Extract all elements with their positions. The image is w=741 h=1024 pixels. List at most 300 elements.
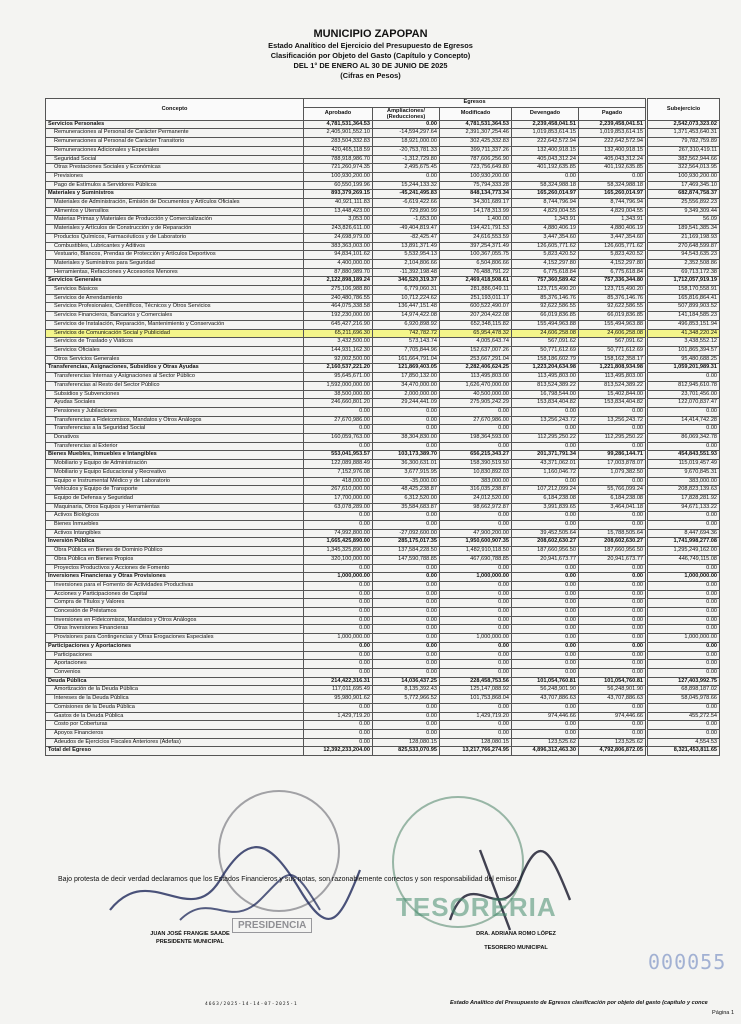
accrued-cell: 222,642,572.94 — [512, 138, 579, 147]
paid-cell: 5,823,420.52 — [579, 251, 646, 260]
page-number: Página 1 — [712, 1010, 735, 1016]
paid-cell: 165,260,014.97 — [579, 190, 646, 199]
adjustment-cell: 5,532,954.13 — [373, 251, 440, 260]
approved-cell: 74,992,800.00 — [304, 529, 373, 538]
concept-row — [46, 338, 720, 347]
modified-cell: 383,000.00 — [440, 477, 512, 486]
report-header — [0, 28, 741, 81]
underexercise-cell: 8,447,694.36 — [648, 529, 720, 538]
paid-cell: 85,376,146.76 — [579, 294, 646, 303]
adjustment-cell: 14,974,422.08 — [373, 312, 440, 321]
accrued-cell: 405,043,312.24 — [512, 155, 579, 164]
concept-label: Intereses de la Deuda Pública — [46, 695, 304, 704]
paid-cell: 0.00 — [579, 660, 646, 669]
concept-label: Transferencias a la Seguridad Social — [46, 425, 304, 434]
modified-cell: 0.00 — [440, 521, 512, 530]
underexercise-cell: 455,272.54 — [648, 712, 720, 721]
accrued-cell: 85,376,146.76 — [512, 294, 579, 303]
concept-row — [46, 390, 720, 399]
approved-cell: 1,000,000.00 — [304, 573, 373, 582]
modified-cell: 113,495,803.00 — [440, 373, 512, 382]
adjustment-cell: 147,590,788.85 — [373, 555, 440, 564]
underexercise-cell: 2,352,508.86 — [648, 259, 720, 268]
underexercise-cell: 94,671,133.22 — [648, 503, 720, 512]
concept-label: Amortización de la Deuda Pública — [46, 686, 304, 695]
modified-cell: 158,390,519.50 — [440, 460, 512, 469]
concept-label: Transferencias Internas y Asignaciones al Sector Público — [46, 373, 304, 382]
approved-cell: 0.00 — [304, 521, 373, 530]
concept-row — [46, 729, 720, 738]
underexercise-cell: 1,371,453,640.31 — [648, 129, 720, 138]
approved-cell: 788,918,986.70 — [304, 155, 373, 164]
modified-cell: 228,458,753.56 — [440, 677, 512, 686]
accrued-cell: 112,295,250.22 — [512, 434, 579, 443]
adjustment-cell: -1,653.00 — [373, 216, 440, 225]
adjustment-cell: -35,000.00 — [373, 477, 440, 486]
underexercise-cell: 56.09 — [648, 216, 720, 225]
underexercise-cell: 1,059,201,989.31 — [648, 364, 720, 373]
header-modificado: Modificado — [440, 107, 512, 120]
adjustment-cell: 0.00 — [373, 625, 440, 634]
approved-cell: 283,504,332.83 — [304, 138, 373, 147]
approved-cell: 65,211,696.30 — [304, 329, 373, 338]
concept-label: Convenios — [46, 669, 304, 678]
approved-cell: 13,448,423.00 — [304, 207, 373, 216]
adjustment-cell: 29,244,441.09 — [373, 399, 440, 408]
accrued-cell: 0.00 — [512, 651, 579, 660]
accrued-cell: 158,186,602.79 — [512, 355, 579, 364]
accrued-cell: 1,019,853,614.15 — [512, 129, 579, 138]
paid-cell: 101,054,760.81 — [579, 677, 646, 686]
modified-cell: 14,178,313.99 — [440, 207, 512, 216]
paid-cell: 1,079,382.50 — [579, 468, 646, 477]
paid-cell: 6,775,618.84 — [579, 268, 646, 277]
modified-cell: 2,469,418,508.61 — [440, 277, 512, 286]
accrued-cell: 13,256,243.72 — [512, 416, 579, 425]
concept-label: Adeudos de Ejercicios Fiscales Anteriores (Adefas) — [46, 738, 304, 747]
paid-cell: 0.00 — [579, 581, 646, 590]
underexercise-cell: 25,556,892.23 — [648, 199, 720, 208]
paid-cell: 0.00 — [579, 521, 646, 530]
concept-row — [46, 242, 720, 251]
concept-label: Obra Pública en Bienes de Dominio Público — [46, 547, 304, 556]
concept-row — [46, 669, 720, 678]
concept-label: Otras Prestaciones Sociales y Económicas — [46, 164, 304, 173]
adjustment-cell: 38,304,830.00 — [373, 434, 440, 443]
modified-cell: 0.00 — [440, 651, 512, 660]
underexercise-cell: 0.00 — [648, 442, 720, 451]
paid-cell: 4,152,297.80 — [579, 259, 646, 268]
adjustment-cell: 0.00 — [373, 407, 440, 416]
concept-label: Ayudas Sociales — [46, 399, 304, 408]
president-signature-block — [120, 930, 260, 946]
modified-cell: 27,670,986.00 — [440, 416, 512, 425]
modified-cell: 848,134,773.34 — [440, 190, 512, 199]
modified-cell: 1,400.00 — [440, 216, 512, 225]
concept-row — [46, 199, 720, 208]
paid-cell: 0.00 — [579, 407, 646, 416]
adjustment-cell: 0.00 — [373, 608, 440, 617]
accrued-cell: 165,260,014.97 — [512, 190, 579, 199]
budget-table-body — [46, 120, 720, 755]
paid-cell: 974,446.66 — [579, 712, 646, 721]
adjustment-cell: 285,175,017.35 — [373, 538, 440, 547]
modified-cell: 198,364,593.00 — [440, 434, 512, 443]
report-subtitle-1: Estado Analítico del Ejercicio del Presupuesto de Egresos — [268, 41, 473, 50]
paid-cell: 0.00 — [579, 425, 646, 434]
underexercise-cell: 23,701,456.00 — [648, 390, 720, 399]
underexercise-cell: 95,480,688.25 — [648, 355, 720, 364]
modified-cell: 1,000,000.00 — [440, 573, 512, 582]
underexercise-cell: 68,898,187.02 — [648, 686, 720, 695]
concept-row — [46, 608, 720, 617]
adjustment-cell: 13,891,371.49 — [373, 242, 440, 251]
concept-label: Obra Pública en Bienes Propios — [46, 555, 304, 564]
underexercise-cell: 122,070,837.47 — [648, 399, 720, 408]
header-subejercicio: Subejercicio — [648, 99, 720, 121]
adjustment-cell: -27,092,600.00 — [373, 529, 440, 538]
approved-cell: 1,345,325,890.00 — [304, 547, 373, 556]
accrued-cell: 208,602,630.27 — [512, 538, 579, 547]
modified-cell: 0.00 — [440, 425, 512, 434]
modified-cell: 723,756,649.80 — [440, 164, 512, 173]
modified-cell: 0.00 — [440, 642, 512, 651]
concept-label: Pensiones y Jubilaciones — [46, 407, 304, 416]
paid-cell: 813,524,389.22 — [579, 381, 646, 390]
approved-cell: 63,078,289.00 — [304, 503, 373, 512]
adjustment-cell: 121,869,403.05 — [373, 364, 440, 373]
modified-cell: 4,005,643.74 — [440, 338, 512, 347]
approved-cell: 214,422,316.31 — [304, 677, 373, 686]
underexercise-cell: 41,348,220.24 — [648, 329, 720, 338]
modified-cell: 0.00 — [440, 625, 512, 634]
adjustment-cell: 0.00 — [373, 512, 440, 521]
paid-cell: 66,019,836.85 — [579, 312, 646, 321]
underexercise-cell: 382,562,944.66 — [648, 155, 720, 164]
concept-row — [46, 355, 720, 364]
adjustment-cell: 2,104,806.66 — [373, 259, 440, 268]
approved-cell: 0.00 — [304, 512, 373, 521]
modified-cell: 275,905,242.29 — [440, 399, 512, 408]
approved-cell: 3,432,500.00 — [304, 338, 373, 347]
concept-label: Deuda Pública — [46, 677, 304, 686]
modified-cell: 47,900,200.00 — [440, 529, 512, 538]
accrued-cell: 0.00 — [512, 442, 579, 451]
approved-cell: 267,610,000.00 — [304, 486, 373, 495]
paid-cell: 58,324,988.18 — [579, 181, 646, 190]
underexercise-cell: 1,741,998,277.08 — [648, 538, 720, 547]
concept-row — [46, 251, 720, 260]
concept-label: Subsidios y Subvenciones — [46, 390, 304, 399]
modified-cell: 2,282,406,624.25 — [440, 364, 512, 373]
total-row — [46, 747, 720, 756]
modified-cell: 75,794,333.28 — [440, 181, 512, 190]
concept-label: Proyectos Productivos y Acciones de Fomento — [46, 564, 304, 573]
paid-cell: 0.00 — [579, 564, 646, 573]
approved-cell: 0.00 — [304, 660, 373, 669]
header-egresos: Egresos — [304, 99, 646, 108]
concept-label: Transferencias al Exterior — [46, 442, 304, 451]
accrued-cell: 813,524,389.22 — [512, 381, 579, 390]
accrued-cell: 107,212,099.24 — [512, 486, 579, 495]
underexercise-cell: 0.00 — [648, 599, 720, 608]
paid-cell: 0.00 — [579, 573, 646, 582]
concept-row — [46, 381, 720, 390]
approved-cell: 87,880,989.70 — [304, 268, 373, 277]
accrued-cell: 58,324,988.18 — [512, 181, 579, 190]
concept-row — [46, 468, 720, 477]
adjustment-cell: 17,850,132.00 — [373, 373, 440, 382]
concept-label: Servicios Profesionales, Científicos, Técnicos y Otros Servicios — [46, 303, 304, 312]
report-period: DEL 1° DE ENERO AL 30 DE JUNIO DE 2025 — [293, 61, 448, 70]
adjustment-cell: -49,404,819.47 — [373, 225, 440, 234]
modified-cell: 101,753,868.04 — [440, 695, 512, 704]
concept-row — [46, 164, 720, 173]
modified-cell: 600,522,490.07 — [440, 303, 512, 312]
approved-cell: 122,089,888.49 — [304, 460, 373, 469]
approved-cell: 275,106,988.80 — [304, 286, 373, 295]
accrued-cell: 2,239,458,041.51 — [512, 120, 579, 129]
concept-row — [46, 129, 720, 138]
underexercise-cell: 0.00 — [648, 642, 720, 651]
paid-cell: 0.00 — [579, 729, 646, 738]
concept-label: Bienes Muebles, Inmuebles e Intangibles — [46, 451, 304, 460]
paid-cell: 6,184,238.08 — [579, 494, 646, 503]
treasury-stamp-text: TESORERIA — [396, 892, 557, 922]
concept-label: Bienes Inmuebles — [46, 521, 304, 530]
approved-cell: 2,160,537,221.20 — [304, 364, 373, 373]
approved-cell: 418,000.00 — [304, 477, 373, 486]
paid-cell: 0.00 — [579, 608, 646, 617]
concept-label: Acciones y Participaciones de Capital — [46, 590, 304, 599]
approved-cell: 0.00 — [304, 721, 373, 730]
accrued-cell: 0.00 — [512, 425, 579, 434]
concept-label: Provisiones para Contingencias y Otras Erogaciones Especiales — [46, 634, 304, 643]
concept-row — [46, 346, 720, 355]
underexercise-cell: 0.00 — [648, 373, 720, 382]
chapter-row — [46, 190, 720, 199]
adjustment-cell: 8,135,392.43 — [373, 686, 440, 695]
concept-label: Inversiones para el Fomento de Actividades Productivas — [46, 581, 304, 590]
modified-cell: 281,886,049.11 — [440, 286, 512, 295]
modified-cell: 787,606,256.90 — [440, 155, 512, 164]
underexercise-cell: 383,000.00 — [648, 477, 720, 486]
treasurer-role: TESORERO MUNICIPAL — [484, 945, 548, 951]
paid-cell: 24,606,258.08 — [579, 329, 646, 338]
approved-cell: 0.00 — [304, 625, 373, 634]
approved-cell: 38,500,000.00 — [304, 390, 373, 399]
paid-cell: 0.00 — [579, 442, 646, 451]
concept-row — [46, 399, 720, 408]
approved-cell: 0.00 — [304, 729, 373, 738]
concept-row — [46, 320, 720, 329]
concept-label: Donativos — [46, 434, 304, 443]
approved-cell: 4,781,531,364.53 — [304, 120, 373, 129]
adjustment-cell: 0.00 — [373, 712, 440, 721]
paid-cell: 0.00 — [579, 625, 646, 634]
approved-cell: 0.00 — [304, 738, 373, 747]
modified-cell: 1,000,000.00 — [440, 634, 512, 643]
approved-cell: 420,465,118.59 — [304, 146, 373, 155]
paid-cell: 155,494,963.88 — [579, 320, 646, 329]
modified-cell: 13,217,766,274.95 — [440, 747, 512, 756]
concept-row — [46, 712, 720, 721]
treasurer-name: DRA. ADRIANA ROMO LÓPEZ — [476, 931, 556, 937]
approved-cell: 0.00 — [304, 442, 373, 451]
accrued-cell: 0.00 — [512, 599, 579, 608]
underexercise-cell: 446,749,115.08 — [648, 555, 720, 564]
underexercise-cell: 682,874,758.37 — [648, 190, 720, 199]
concept-row — [46, 555, 720, 564]
concept-row — [46, 225, 720, 234]
modified-cell: 316,035,238.87 — [440, 486, 512, 495]
underexercise-cell: 1,000,000.00 — [648, 573, 720, 582]
concept-row — [46, 138, 720, 147]
concept-row — [46, 590, 720, 599]
modified-cell: 76,488,791.22 — [440, 268, 512, 277]
underexercise-cell: 1,295,249,162.00 — [648, 547, 720, 556]
concept-label: Servicios Financieros, Bancarios y Comerciales — [46, 312, 304, 321]
concept-label: Remuneraciones Adicionales y Especiales — [46, 146, 304, 155]
concept-label: Compra de Títulos y Valores — [46, 599, 304, 608]
approved-cell: 95,645,671.00 — [304, 373, 373, 382]
paid-cell: 567,091.62 — [579, 338, 646, 347]
concept-row — [46, 146, 720, 155]
approved-cell: 240,480,786.55 — [304, 294, 373, 303]
accrued-cell: 153,834,404.82 — [512, 399, 579, 408]
approved-cell: 2,405,901,552.10 — [304, 129, 373, 138]
paid-cell: 20,941,673.77 — [579, 555, 646, 564]
underexercise-cell: 100,930,200.00 — [648, 172, 720, 181]
adjustment-cell: 346,520,319.37 — [373, 277, 440, 286]
paid-cell: 405,043,312.24 — [579, 155, 646, 164]
concept-label: Total del Egreso — [46, 747, 304, 756]
concept-label: Inversiones Financieras y Otras Provisiones — [46, 573, 304, 582]
approved-cell: 2,122,898,189.24 — [304, 277, 373, 286]
approved-cell: 0.00 — [304, 651, 373, 660]
paid-cell: 113,495,803.00 — [579, 373, 646, 382]
adjustment-cell: 0.00 — [373, 425, 440, 434]
underexercise-cell: 0.00 — [648, 669, 720, 678]
concept-row — [46, 599, 720, 608]
paid-cell: 15,788,505.64 — [579, 529, 646, 538]
paid-cell: 4,792,806,872.05 — [579, 747, 646, 756]
underexercise-cell: 9,670,845.31 — [648, 468, 720, 477]
adjustment-cell: -14,594,297.64 — [373, 129, 440, 138]
paid-cell: 4,880,406.19 — [579, 225, 646, 234]
approved-cell: 0.00 — [304, 642, 373, 651]
modified-cell: 467,690,788.85 — [440, 555, 512, 564]
approved-cell: 1,665,425,890.00 — [304, 538, 373, 547]
adjustment-cell: 137,584,228.50 — [373, 547, 440, 556]
approved-cell: 246,660,801.20 — [304, 399, 373, 408]
approved-cell: 0.00 — [304, 608, 373, 617]
approved-cell: 7,152,976.08 — [304, 468, 373, 477]
underexercise-cell: 812,945,610.78 — [648, 381, 720, 390]
paid-cell: 0.00 — [579, 590, 646, 599]
adjustment-cell: 0.00 — [373, 120, 440, 129]
paid-cell: 0.00 — [579, 477, 646, 486]
accrued-cell: 6,775,618.84 — [512, 268, 579, 277]
concept-label: Apoyos Financieros — [46, 729, 304, 738]
adjustment-cell: 34,470,000.00 — [373, 381, 440, 390]
concept-label: Servicios de Traslado y Viáticos — [46, 338, 304, 347]
modified-cell: 652,348,115.82 — [440, 320, 512, 329]
accrued-cell: 101,054,760.81 — [512, 677, 579, 686]
concept-label: Equipo de Defensa y Seguridad — [46, 494, 304, 503]
barcode-text: 4663/2025-14-14-07-2025-1 — [205, 1002, 298, 1007]
concept-row — [46, 329, 720, 338]
modified-cell: 0.00 — [440, 512, 512, 521]
concept-label: Materiales y Artículos de Construcción y de Reparación — [46, 225, 304, 234]
adjustment-cell: 825,533,070.95 — [373, 747, 440, 756]
report-subtitle-2: Clasificación por Objeto del Gasto (Capítulo y Concepto) — [270, 51, 471, 60]
adjustment-cell: 0.00 — [373, 669, 440, 678]
approved-cell: 0.00 — [304, 407, 373, 416]
concept-row — [46, 303, 720, 312]
adjustment-cell: 0.00 — [373, 634, 440, 643]
accrued-cell: 4,880,406.19 — [512, 225, 579, 234]
accrued-cell: 757,360,589.42 — [512, 277, 579, 286]
modified-cell: 24,616,553.59 — [440, 233, 512, 242]
approved-cell: 95,980,901.62 — [304, 695, 373, 704]
modified-cell: 40,500,000.00 — [440, 390, 512, 399]
paid-cell: 0.00 — [579, 703, 646, 712]
underexercise-cell: 21,169,198.93 — [648, 233, 720, 242]
adjustment-cell: 161,664,791.04 — [373, 355, 440, 364]
adjustment-cell: 742,782.72 — [373, 329, 440, 338]
concept-row — [46, 512, 720, 521]
approved-cell: 1,592,000,000.00 — [304, 381, 373, 390]
accrued-cell: 0.00 — [512, 521, 579, 530]
modified-cell: 0.00 — [440, 564, 512, 573]
paid-cell: 0.00 — [579, 634, 646, 643]
paid-cell: 208,602,630.27 — [579, 538, 646, 547]
concept-label: Herramientas, Refacciones y Accesorios Menores — [46, 268, 304, 277]
accrued-cell: 0.00 — [512, 608, 579, 617]
accrued-cell: 0.00 — [512, 616, 579, 625]
underexercise-cell: 507,899,903.52 — [648, 303, 720, 312]
paid-cell: 8,744,796.94 — [579, 199, 646, 208]
accrued-cell: 113,495,803.00 — [512, 373, 579, 382]
concept-label: Otras Inversiones Financieras — [46, 625, 304, 634]
modified-cell: 0.00 — [440, 660, 512, 669]
accrued-cell: 0.00 — [512, 172, 579, 181]
approved-cell: 144,931,162.30 — [304, 346, 373, 355]
approved-cell: 383,363,003.00 — [304, 242, 373, 251]
concept-row — [46, 425, 720, 434]
paid-cell: 15,402,844.00 — [579, 390, 646, 399]
paid-cell: 123,715,490.20 — [579, 286, 646, 295]
modified-cell: 0.00 — [440, 608, 512, 617]
concept-label: Gastos de la Deuda Pública — [46, 712, 304, 721]
header-devengado: Devengado — [512, 107, 579, 120]
adjustment-cell: 3,677,915.95 — [373, 468, 440, 477]
modified-cell: 0.00 — [440, 669, 512, 678]
underexercise-cell: 0.00 — [648, 703, 720, 712]
president-signature — [70, 800, 370, 940]
adjustment-cell: 0.00 — [373, 721, 440, 730]
concept-row — [46, 521, 720, 530]
concept-row — [46, 695, 720, 704]
approved-cell: 12,392,233,204.00 — [304, 747, 373, 756]
accrued-cell: 43,371,062.01 — [512, 460, 579, 469]
modified-cell: 0.00 — [440, 581, 512, 590]
modified-cell: 0.00 — [440, 407, 512, 416]
concept-row — [46, 651, 720, 660]
approved-cell: 27,670,986.00 — [304, 416, 373, 425]
modified-cell: 656,215,343.27 — [440, 451, 512, 460]
